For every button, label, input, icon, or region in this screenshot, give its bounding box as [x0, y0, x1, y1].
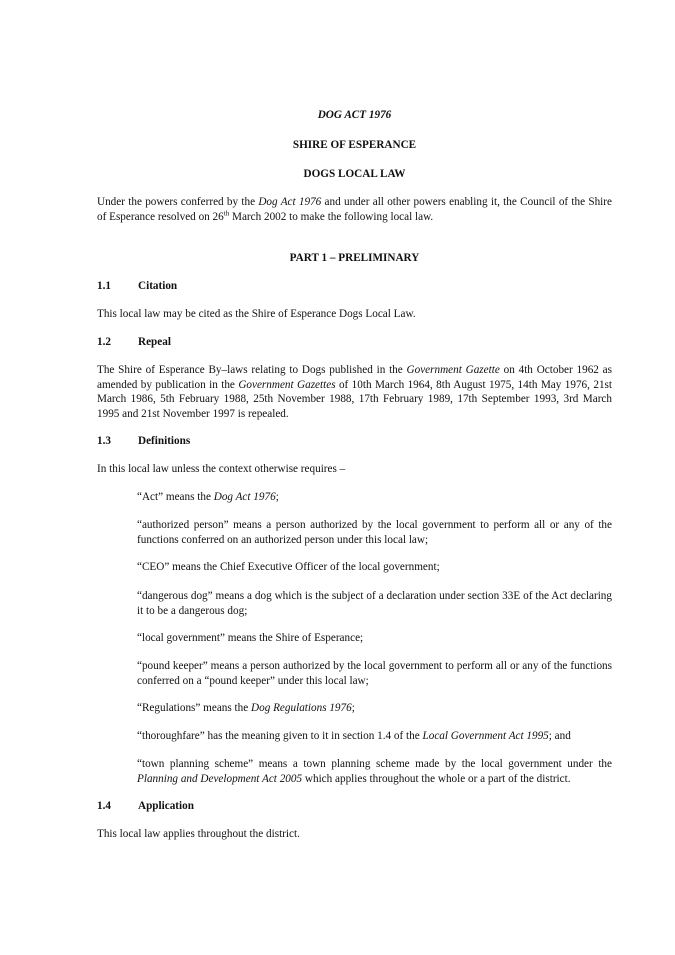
def-italic: Planning and Development Act 2005	[137, 772, 303, 785]
section-number: 1.2	[97, 336, 111, 348]
repeal-gazettes-ref: Government Gazettes	[238, 378, 336, 391]
definition-town-planning-scheme	[137, 757, 612, 786]
section-number: 1.3	[97, 435, 111, 447]
part-heading: PART 1 – PRELIMINARY	[289, 252, 420, 264]
definition-ceo: “CEO” means the Chief Executive Officer of the local government;	[137, 561, 440, 573]
shire-title: SHIRE OF ESPERANCE	[292, 139, 417, 151]
def-text: “Regulations” means the	[137, 702, 252, 714]
preamble-text-3: March 2002 to make the following local law.	[229, 210, 434, 223]
repeal-text-1: The Shire of Esperance By–laws relating to Dogs published in the	[97, 364, 407, 376]
application-text: This local law applies throughout the district.	[97, 828, 300, 840]
section-title: Citation	[138, 280, 178, 292]
preamble-text-1: Under the powers conferred by the	[97, 196, 259, 208]
def-text: ;	[351, 702, 355, 714]
repeal-text-3: of 10th March 1964, 8th August 1975, 14th May 1976, 21st March 1986, 5th February 1988, 25th November 1988, 17th February 1989, 17th September 1993, 3rd March 1995 and 21st November 1997 is repealed.	[97, 378, 612, 420]
def-text: ;	[275, 491, 279, 503]
def-italic: Dog Regulations 1976	[251, 702, 352, 714]
definitions-intro: In this local law unless the context otherwise requires –	[97, 463, 346, 475]
law-title: DOGS LOCAL LAW	[303, 168, 406, 180]
definition-act	[137, 490, 612, 505]
section-number: 1.4	[97, 800, 111, 812]
section-number: 1.1	[97, 280, 111, 292]
repeal-text-2: on 4th October 1962 as amended by publication in the	[97, 364, 613, 391]
citation-text: This local law may be cited as the Shire of Esperance Dogs Local Law.	[97, 308, 416, 320]
section-1-3-heading	[97, 434, 612, 449]
def-text: which applies throughout the whole or a part of the district.	[302, 772, 571, 785]
repeal-gazette-ref: Government Gazette	[406, 364, 500, 376]
preamble-text-2: and under all other powers enabling it, the Council of the Shire of Esperance resolved on 26	[97, 196, 612, 223]
section-title: Application	[138, 800, 194, 812]
preamble-paragraph	[97, 195, 612, 224]
definition-regulations	[137, 701, 612, 716]
definition-pound-keeper: “pound keeper” means a person authorized by the local government to perform all or any of the functions conferred on a “pound keeper” under this local law;	[137, 660, 612, 687]
section-1-2-heading	[97, 335, 612, 350]
section-title: Repeal	[138, 336, 171, 348]
definition-dangerous-dog: “dangerous dog” means a dog which is the subject of a declaration under section 33E of the Act declaring it to be a dangerous dog;	[137, 590, 612, 617]
def-text: “town planning scheme” means a town planning scheme made by the local government under the	[137, 758, 612, 770]
def-text: ; and	[548, 730, 571, 742]
section-1-4-heading	[97, 799, 612, 814]
def-italic: Dog Act 1976	[213, 491, 276, 503]
repeal-paragraph	[97, 363, 612, 421]
act-title: DOG ACT 1976	[317, 109, 392, 121]
definition-local-government: “local government” means the Shire of Esperance;	[137, 632, 364, 644]
def-text: “Act” means the	[137, 491, 214, 503]
section-title: Definitions	[138, 435, 191, 447]
definition-authorized-person: “authorized person” means a person authorized by the local government to perform all or any of the functions conferred on an authorized person under this local law;	[137, 519, 612, 546]
preamble-act-ref: Dog Act 1976	[258, 196, 322, 208]
preamble-ordinal: th	[223, 208, 230, 217]
definition-thoroughfare	[137, 729, 612, 744]
def-italic: Local Government Act 1995	[422, 730, 549, 742]
def-text: “thoroughfare” has the meaning given to it in section 1.4 of the	[137, 730, 423, 742]
section-1-1-heading	[97, 279, 612, 294]
